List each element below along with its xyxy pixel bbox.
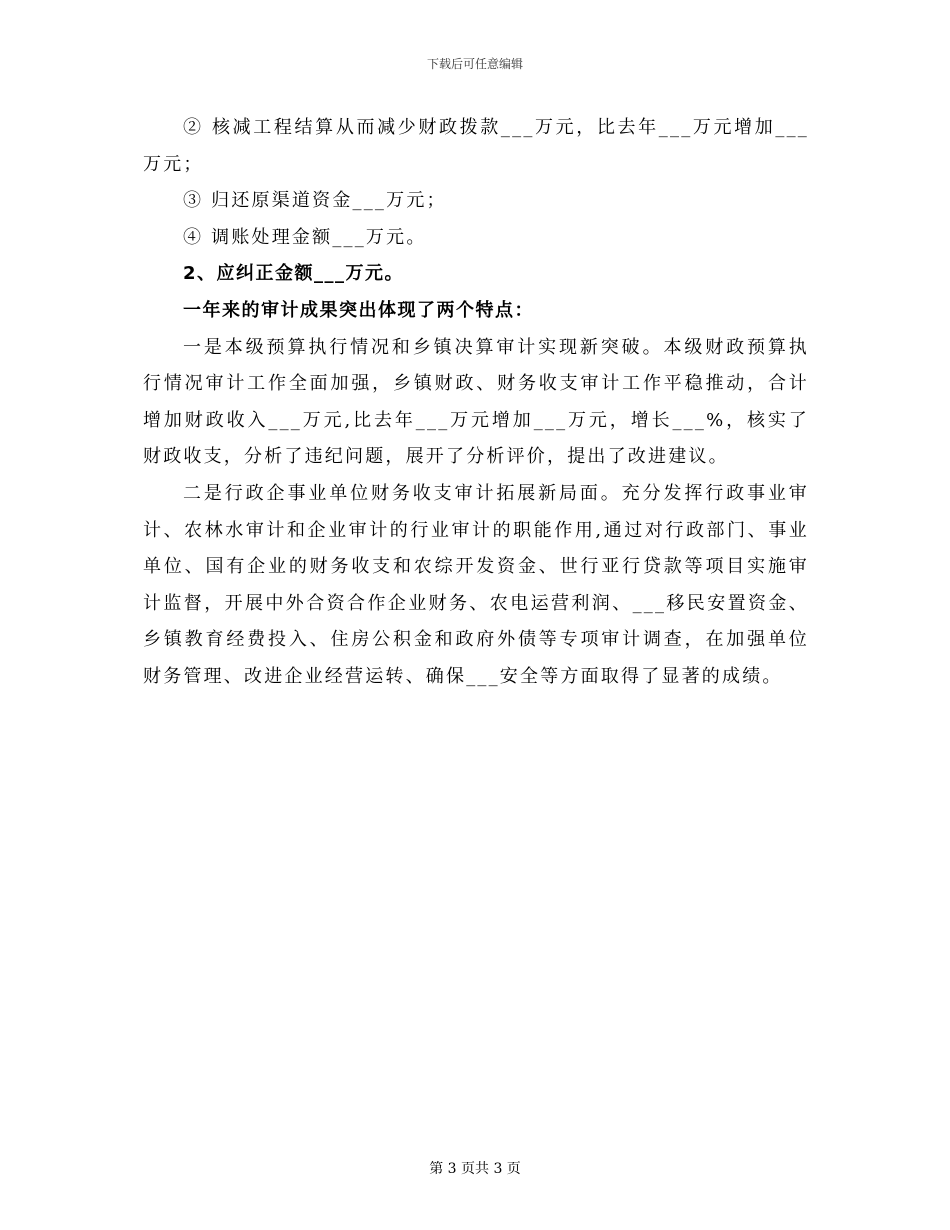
paragraph-feature-one: 一是本级预算执行情况和乡镇决算审计实现新突破。本级财政预算执行情况审计工作全面加强，乡镇财政、财务收支审计工作平稳推动，合计增加财政收入___万元,比去年___万元增加___万元，增长___%，核实了财政收支，分析了违纪问题，展开了分析评价，提出了改进建议。	[143, 336, 809, 468]
document-body	[143, 110, 809, 696]
heading-correction-amount: 2、应纠正金额___万元。	[183, 263, 405, 285]
page-header-note: 下载后可任意编辑	[426, 57, 523, 71]
item-return-funds: ③ 归还原渠道资金___万元；	[183, 190, 447, 212]
page-number: 第 3 页共 3 页	[429, 1161, 521, 1177]
heading-two-features: 一年来的审计成果突出体现了两个特点：	[183, 299, 534, 321]
item-adjust-accounts: ④ 调账处理金额___万元。	[183, 226, 427, 248]
item-reduce-settlement: ② 核减工程结算从而减少财政拨款___万元，比去年___万元增加___万元；	[143, 117, 809, 175]
paragraph-feature-two: 二是行政企事业单位财务收支审计拓展新局面。充分发挥行政事业审计、农林水审计和企业审计的行业审计的职能作用,通过对行政部门、事业单位、国有企业的财务收支和农综开发资金、世行亚行贷款等项目实施审计监督，开展中外合资合作企业财务、农电运营利润、___移民安置资金、乡镇教育经费投入、住房公积金和政府外债等专项审计调查，在加强单位财务管理、改进企业经营运转、确保___安全等方面取得了显著的成绩。	[143, 482, 809, 687]
